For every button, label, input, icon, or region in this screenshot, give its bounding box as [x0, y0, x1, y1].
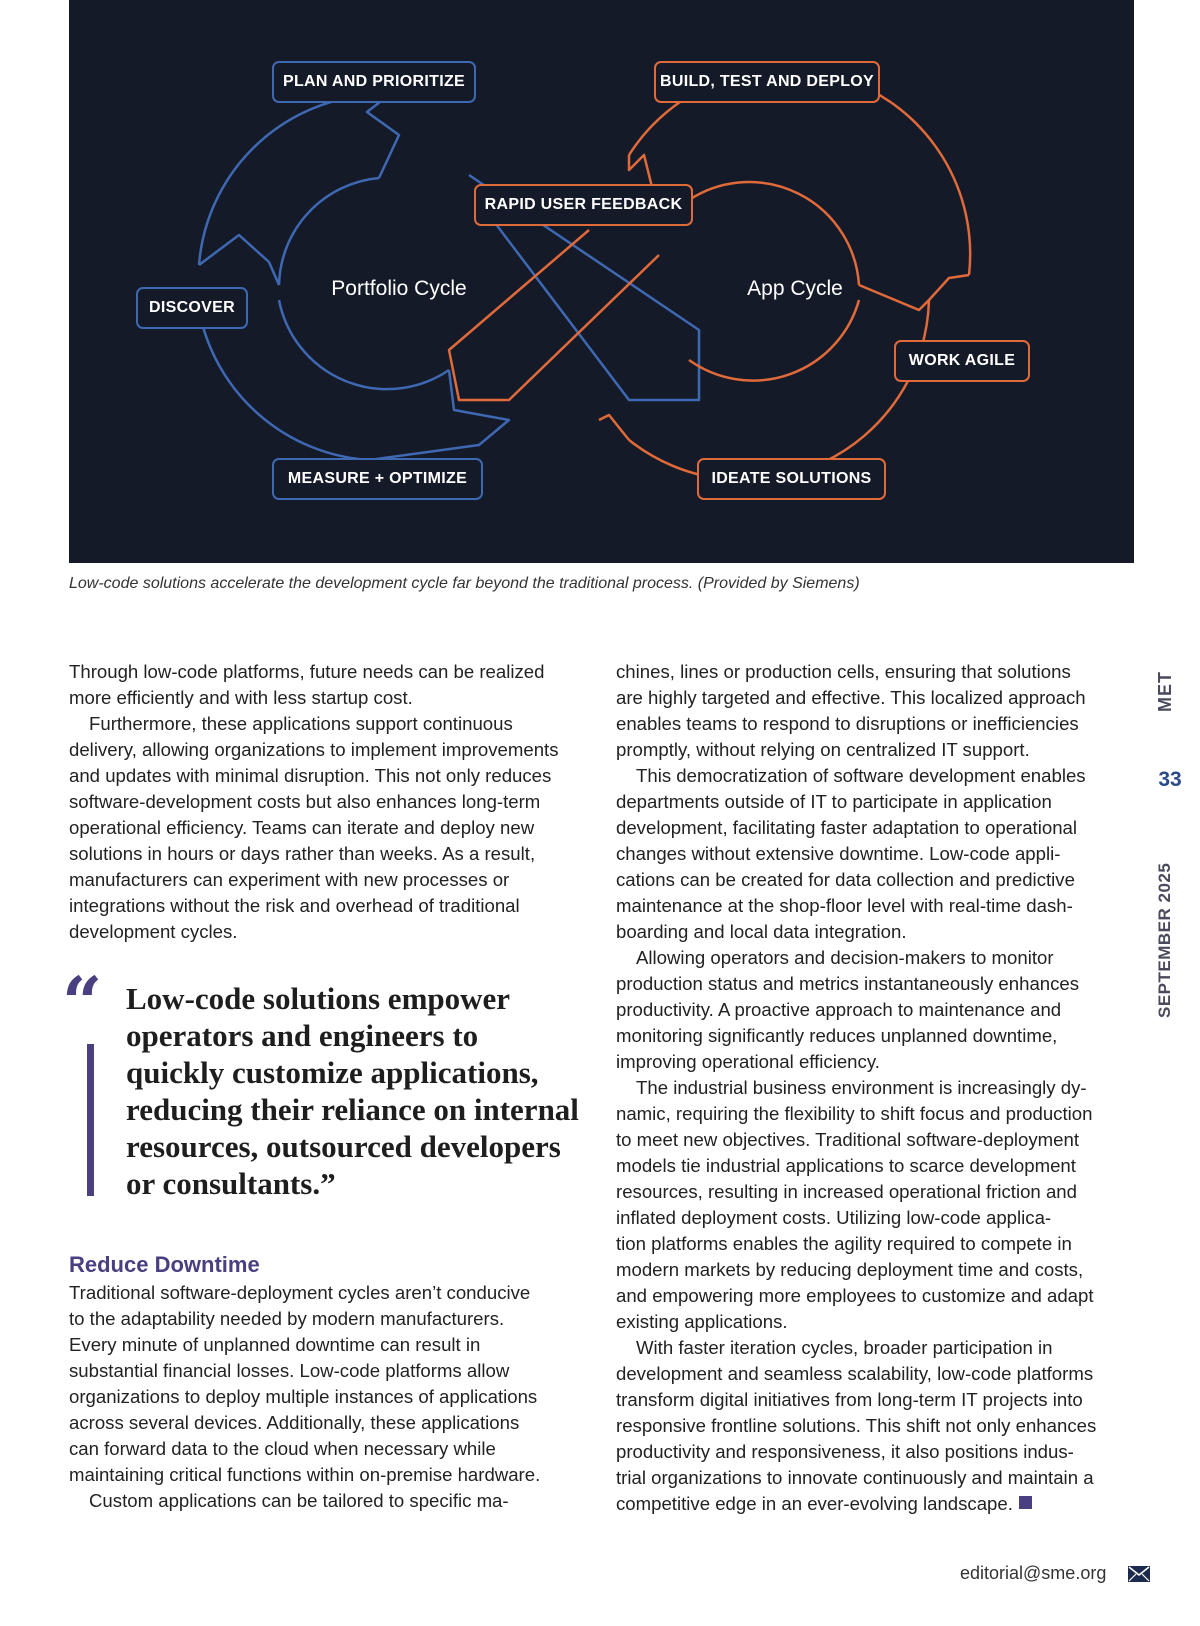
text-line: more efficiently and with less startup cost. — [69, 687, 413, 708]
text-line: productivity and responsiveness, it also positions indus- — [616, 1441, 1074, 1462]
orange-band — [449, 230, 659, 400]
text-line: development, facilitating faster adaptation to operational — [616, 817, 1078, 838]
pull-quote — [62, 961, 582, 1210]
cycle-diagram — [69, 0, 1134, 563]
text-line: enables teams to respond to disruptions or inefficiencies — [616, 713, 1079, 734]
portfolio-arrow-top — [367, 95, 399, 178]
text-line: Every minute of unplanned downtime can result in — [69, 1334, 481, 1355]
text-line: and updates with minimal disruption. This not only reduces — [69, 765, 552, 786]
quote-line: operators and engineers to — [126, 1018, 479, 1053]
stage-discover: DISCOVER — [136, 287, 248, 329]
text-line: Through low-code platforms, future needs can be realized — [69, 661, 545, 682]
text-line: boarding and local data integration. — [616, 921, 907, 942]
issue-date: SEPTEMBER 2025 — [1155, 862, 1174, 1018]
text-line: improving operational efficiency. — [616, 1051, 880, 1072]
text-line: software-development costs but also enhances long-term — [69, 791, 541, 812]
figure-caption: Low-code solutions accelerate the development cycle far beyond the traditional process. (Provided by Siemens) — [69, 575, 860, 592]
text-line: existing applications. — [616, 1311, 788, 1332]
text-line: trial organizations to innovate continuously and maintain a — [616, 1467, 1094, 1488]
section-heading: Reduce Downtime — [69, 1252, 260, 1277]
infinity-loop-graphic — [69, 0, 1134, 563]
text-line: This democratization of software development enables — [636, 765, 1086, 786]
pull-quote-text — [126, 980, 586, 1202]
text-line: models tie industrial applications to scarce development — [616, 1155, 1076, 1176]
portfolio-cycle-inner-arc — [279, 178, 379, 285]
text-line: integrations without the risk and overhead of traditional — [69, 895, 520, 916]
app-lower-arc — [629, 300, 929, 480]
text-line: substantial financial losses. Low-code platforms allow — [69, 1360, 510, 1381]
envelope-icon[interactable] — [1128, 1566, 1150, 1582]
portfolio-lower-inner-arc — [279, 300, 449, 389]
text-line: development and seamless scalability, low-code platforms — [616, 1363, 1094, 1384]
end-of-article-icon — [1019, 1496, 1032, 1509]
quote-mark-icon: “ — [62, 961, 103, 1044]
right-column-body — [616, 659, 1136, 1517]
text-line: modern markets by reducing deployment time and costs, — [616, 1259, 1084, 1280]
text-line: responsive frontline solutions. This shift not only enhances — [616, 1415, 1097, 1436]
text-line: to the adaptability needed by modern manufacturers. — [69, 1308, 505, 1329]
footer-email-link[interactable]: editorial@sme.org — [960, 1563, 1107, 1583]
text-line: chines, lines or production cells, ensuring that solutions — [616, 661, 1071, 682]
quote-line: reducing their reliance on internal — [126, 1092, 579, 1127]
text-line: organizations to deploy multiple instances of applications — [69, 1386, 538, 1407]
text-line: The industrial business environment is increasingly dy- — [636, 1077, 1087, 1098]
text-line: delivery, allowing organizations to implement improvements — [69, 739, 559, 760]
quote-line: quickly customize applications, — [126, 1055, 539, 1090]
text-line: solutions in hours or days rather than weeks. As a result, — [69, 843, 536, 864]
orange-band-tail — [599, 415, 629, 440]
page-sidebar — [1152, 660, 1188, 1040]
stage-ideate-solutions: IDEATE SOLUTIONS — [697, 458, 886, 500]
stage-plan-and-prioritize: PLAN AND PRIORITIZE — [272, 61, 476, 103]
text-line: monitoring significantly reduces unplanned downtime, — [616, 1025, 1058, 1046]
text-line: manufacturers can experiment with new processes or — [69, 869, 510, 890]
text-line: changes without extensive downtime. Low-code appli- — [616, 843, 1061, 864]
portfolio-arrow-left — [199, 235, 279, 285]
quote-line: or consultants.” — [126, 1166, 336, 1201]
app-cycle-title: App Cycle — [747, 277, 843, 300]
quote-line: resources, outsourced developers — [126, 1129, 561, 1164]
text-line: operational efficiency. Teams can iterate and deploy new — [69, 817, 535, 838]
text-line: inflated deployment costs. Utilizing low-code applica- — [616, 1207, 1052, 1228]
left-column-body — [69, 659, 589, 945]
text-line: maintenance at the shop-floor level with real-time dash- — [616, 895, 1073, 916]
text-line: tion platforms enables the agility required to compete in — [616, 1233, 1072, 1254]
text-line: maintaining critical functions within on-premise hardware. — [69, 1464, 541, 1485]
text-line: across several devices. Additionally, these applications — [69, 1412, 520, 1433]
left-column-body-2 — [69, 1280, 589, 1514]
text-line: development cycles. — [69, 921, 238, 942]
portfolio-cycle-title: Portfolio Cycle — [331, 277, 467, 300]
stage-work-agile: WORK AGILE — [894, 340, 1030, 382]
text-line: departments outside of IT to participate in application — [616, 791, 1052, 812]
text-line: With faster iteration cycles, broader participation in — [636, 1337, 1053, 1358]
text-line: and empowering more employees to customize and adapt — [616, 1285, 1094, 1306]
magazine-name: MET — [1155, 671, 1175, 712]
text-line: transform digital initiatives from long-term IT projects into — [616, 1389, 1083, 1410]
app-lower-inner-arc — [689, 300, 859, 381]
text-line: cations can be created for data collection and predictive — [616, 869, 1075, 890]
portfolio-lower-outer-arc — [199, 310, 369, 460]
app-cycle-inner-arc — [689, 182, 859, 285]
text-line: to meet new objectives. Traditional software-deployment — [616, 1129, 1080, 1150]
text-line: Furthermore, these applications support continuous — [89, 713, 513, 734]
text-line: are highly targeted and effective. This localized approach — [616, 687, 1086, 708]
text-line: resources, resulting in increased operational friction and — [616, 1181, 1077, 1202]
text-line: promptly, without relying on centralized IT support. — [616, 739, 1030, 760]
quote-line: Low-code solutions empower — [126, 981, 511, 1016]
text-line: Allowing operators and decision-makers to monitor — [636, 947, 1054, 968]
quote-bar — [87, 1044, 94, 1196]
stage-measure-optimize: MEASURE + OPTIMIZE — [272, 458, 483, 500]
text-line: productivity. A proactive approach to maintenance and — [616, 999, 1062, 1020]
text-line: Traditional software-deployment cycles aren’t conducive — [69, 1282, 531, 1303]
text-line: can forward data to the cloud when necessary while — [69, 1438, 496, 1459]
text-line: namic, requiring the flexibility to shift focus and production — [616, 1103, 1093, 1124]
text-line-content: competitive edge in an ever-evolving landscape. — [616, 1493, 1013, 1514]
stage-build-test-deploy: BUILD, TEST AND DEPLOY — [654, 61, 880, 103]
text-line — [616, 1491, 1136, 1517]
stage-rapid-user-feedback: RAPID USER FEEDBACK — [474, 184, 693, 226]
portfolio-arrow-bottom — [369, 370, 509, 460]
page-number: 33 — [1158, 768, 1182, 791]
portfolio-cycle-outer-arc — [199, 95, 369, 265]
text-line: production status and metrics instantaneously enhances — [616, 973, 1080, 994]
text-line: Custom applications can be tailored to specific ma- — [89, 1490, 509, 1511]
